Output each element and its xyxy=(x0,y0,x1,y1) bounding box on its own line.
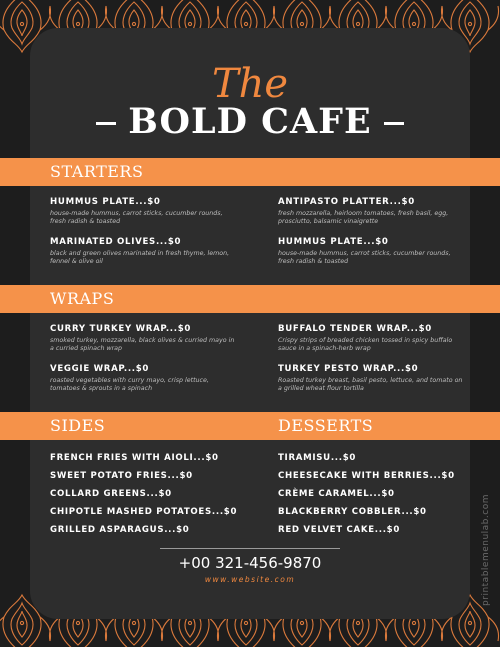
menu-item-name: ANTIPASTO PLATTER...$0 xyxy=(278,197,415,207)
sides-list xyxy=(50,452,240,542)
menu-item-description: roasted vegetables with curry mayo, crisp lettuce, tomatoes & sprouts in a spinach xyxy=(50,377,209,392)
website-link[interactable]: www.website.com xyxy=(204,575,296,584)
starters-right-column xyxy=(278,196,468,276)
menu-item xyxy=(278,363,468,393)
side-item: COLLARD GREENS...$0 xyxy=(50,489,172,499)
title-rule-right xyxy=(384,122,404,125)
side-item: GRILLED ASPARAGUS...$0 xyxy=(50,525,190,535)
dessert-item: BLACKBERRY COBBLER...$0 xyxy=(278,507,427,517)
menu-item-description: smoked turkey, mozzarella, black olives & curried mayo in a curried spinach wrap xyxy=(50,337,235,352)
dessert-item: CRÈME CARAMEL...$0 xyxy=(278,489,395,499)
menu-item-description: Roasted turkey breast, basil pesto, lettuce, and tomato on a grilled wheat flour tortilla xyxy=(278,377,463,392)
section-title-wraps: WRAPS xyxy=(50,289,115,308)
section-title-desserts: DESSERTS xyxy=(278,416,374,435)
dessert-item: TIRAMISU...$0 xyxy=(278,453,357,463)
desserts-list xyxy=(278,452,468,542)
menu-item-description: Crispy strips of breaded chicken tossed in spicy buffalo sauce in a spinach-herb wrap xyxy=(278,337,453,352)
menu-item-name: CURRY TURKEY WRAP...$0 xyxy=(50,324,192,334)
section-title-sides: SIDES xyxy=(50,416,106,435)
menu-item-name: TURKEY PESTO WRAP...$0 xyxy=(278,364,419,374)
dessert-item: CHEESECAKE WITH BERRIES...$0 xyxy=(278,471,455,481)
phone-number[interactable]: +00 321-456-9870 xyxy=(178,554,322,572)
section-title-starters: STARTERS xyxy=(50,162,144,181)
menu-item xyxy=(50,196,240,226)
side-item: CHIPOTLE MASHED POTATOES...$0 xyxy=(50,507,238,517)
menu-item-description: house-made hummus, carrot sticks, cucumber rounds, fresh radish & toasted xyxy=(278,250,451,265)
dessert-item: RED VELVET CAKE...$0 xyxy=(278,525,401,535)
side-item: SWEET POTATO FRIES...$0 xyxy=(50,471,193,481)
menu-item-name: HUMMUS PLATE...$0 xyxy=(278,237,389,247)
menu-item xyxy=(278,196,468,226)
menu-item xyxy=(50,236,240,266)
menu-item-description: house-made hummus, carrot sticks, cucumber rounds, fresh radish & toasted xyxy=(50,210,223,225)
side-item: FRENCH FRIES WITH AIOLI...$0 xyxy=(50,453,219,463)
menu-item-name: HUMMUS PLATE...$0 xyxy=(50,197,161,207)
menu-item xyxy=(50,363,240,393)
wraps-left-column xyxy=(50,323,240,403)
script-title: The xyxy=(211,61,289,107)
wraps-right-column xyxy=(278,323,468,403)
menu-item xyxy=(50,323,240,353)
watermark xyxy=(476,470,496,630)
menu-item-description: black and green olives marinated in fresh thyme, lemon, fennel & olive oil xyxy=(50,250,230,265)
footer-divider xyxy=(160,548,340,549)
watermark-text: printablemenulab.com xyxy=(481,494,491,606)
menu-item xyxy=(278,236,468,266)
menu-item-name: BUFFALO TENDER WRAP...$0 xyxy=(278,324,432,334)
menu-item-name: VEGGIE WRAP...$0 xyxy=(50,364,150,374)
cafe-title: BOLD CAFE xyxy=(128,101,372,142)
menu-item xyxy=(278,323,468,353)
menu-item-description: fresh mozzarella, heirloom tomatoes, fresh basil, egg, prosciutto, balsamic vinaigrette xyxy=(278,210,449,225)
menu-item-name: MARINATED OLIVES...$0 xyxy=(50,237,182,247)
starters-left-column xyxy=(50,196,240,276)
